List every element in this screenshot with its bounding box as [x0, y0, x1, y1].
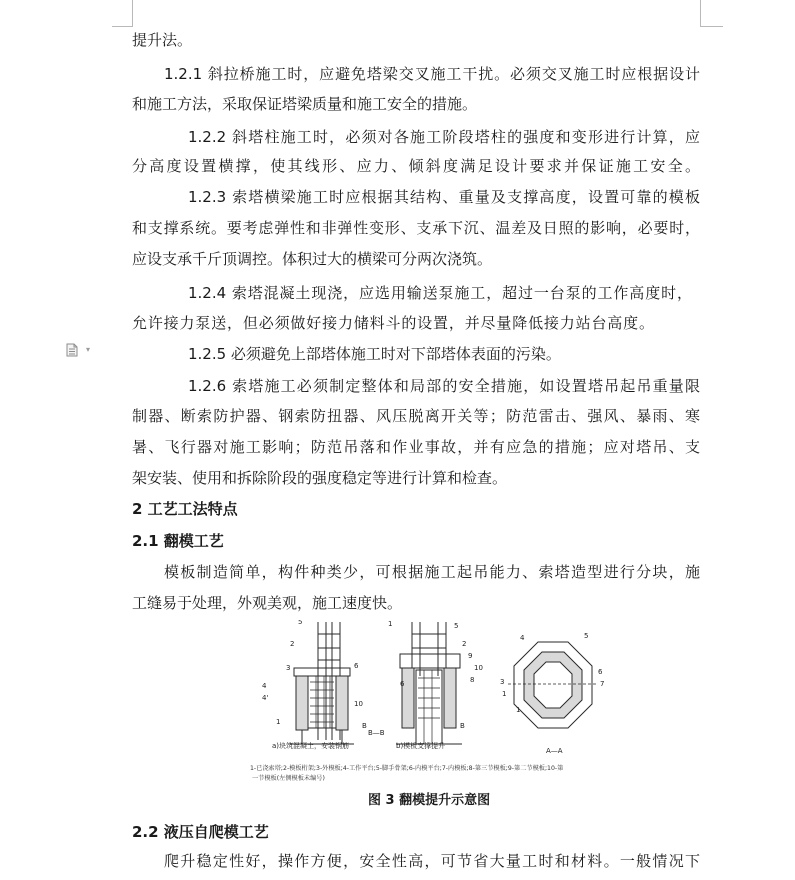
- callout-number: 3: [500, 678, 505, 686]
- diagram-panel-b: [396, 622, 462, 744]
- text-line: 应设支承千斤顶调控。体积过大的横梁可分两次浇筑。: [132, 250, 493, 268]
- callout-number: B: [460, 722, 465, 730]
- subcaption-a: a)块筑混凝土，安装钢筋: [272, 742, 350, 750]
- callout-number: 7: [600, 680, 605, 688]
- page-corner-top-left: [112, 0, 133, 27]
- diagram-panel-plan: [508, 642, 598, 728]
- callout-number: 3: [286, 664, 291, 672]
- callout-number: 4': [262, 694, 269, 702]
- text-line: 工缝易于处理，外观美观，施工速度快。: [132, 594, 403, 612]
- text-line: 提升法。: [132, 31, 193, 49]
- callout-number: 2: [462, 640, 467, 648]
- callout-number: 5: [454, 622, 459, 630]
- paragraph-1-2-6: 1.2.6 索塔施工必须制定整体和局部的安全措施，如设置塔吊起吊重量限: [188, 377, 700, 395]
- heading-section-2: 2 工艺工法特点: [132, 500, 238, 518]
- callout-number: 8: [470, 676, 475, 684]
- callout-number: 1: [502, 690, 507, 698]
- callout-number: 9: [468, 652, 473, 660]
- callout-number: 5: [298, 620, 303, 626]
- callout-number: 4: [520, 634, 525, 642]
- text-line: 架安装、使用和拆除阶段的强度稳定等进行计算和检查。: [132, 469, 508, 487]
- text-line: 和支撑系统。要考虑弹性和非弹性变形、支承下沉、温差及日照的影响，必要时，: [132, 219, 700, 237]
- dropdown-caret-icon[interactable]: ▾: [86, 345, 91, 354]
- paragraph-1-2-4: 1.2.4 索塔混凝土现浇，应选用输送泵施工，超过一台泵的工作高度时，: [188, 284, 692, 302]
- paragraph-1-2-2: 1.2.2 斜塔柱施工时，必须对各施工阶段塔柱的强度和变形进行计算，应: [188, 128, 700, 146]
- section-label-bb: B—B: [368, 729, 385, 737]
- callout-number: 5: [584, 632, 589, 640]
- callout-number: 6: [354, 662, 359, 670]
- figure-legend-line-1: 1-已浇索塔;2-模板桁架;3-外模板;4-工作平台;5-脚手骨架;6-内模平台;7-内模板;8-第三节模板;9-第二节模板;10-第: [250, 765, 564, 772]
- callout-number: 4: [262, 682, 267, 690]
- callout-number: 6: [598, 668, 603, 676]
- heading-section-2-1: 2.1 翻模工艺: [132, 532, 224, 550]
- figure-caption: 图 3 翻模提升示意图: [368, 793, 491, 808]
- heading-section-2-2: 2.2 液压自爬模工艺: [132, 823, 269, 841]
- document-icon[interactable]: [66, 343, 78, 357]
- paragraph-1-2-3: 1.2.3 索塔横梁施工时应根据其结构、重量及支撑高度，设置可靠的模板: [188, 188, 700, 206]
- callout-number: 2: [290, 640, 295, 648]
- callout-number: 6: [400, 680, 405, 688]
- callout-number: 10: [474, 664, 483, 672]
- text-line: 分高度设置横撑，使其线形、应力、倾斜度满足设计要求并保证施工安全。: [132, 157, 700, 175]
- text-line: 暑、飞行器对施工影响；防范吊落和作业事故，并有应急的措施；应对塔吊、支: [132, 438, 700, 456]
- formwork-diagram: [250, 620, 685, 790]
- text-line: 和施工方法，采取保证塔梁质量和施工安全的措施。: [132, 95, 478, 113]
- paragraph-1-2-5: 1.2.5 必须避免上部塔体施工时对下部塔体表面的污染。: [188, 345, 561, 363]
- figure-legend-line-2: 一节模板(左侧模板未编号): [252, 775, 325, 782]
- callout-number: 1: [276, 718, 281, 726]
- paragraph-1-2-1: 1.2.1 斜拉桥施工时，应避免塔梁交叉施工干扰。必须交叉施工时应根据设计: [164, 65, 700, 83]
- diagram-panel-a: [290, 622, 354, 744]
- paragraph-2-1: 模板制造简单，构件种类少，可根据施工起吊能力、索塔造型进行分块，施: [164, 563, 700, 581]
- text-line: 允许接力泵送，但必须做好接力储料斗的设置，并尽量降低接力站台高度。: [132, 314, 654, 332]
- page-corner-top-right: [700, 0, 723, 27]
- paragraph-2-2: 爬升稳定性好，操作方便，安全性高，可节省大量工时和材料。一般情况下: [164, 852, 700, 870]
- section-label-aa: A—A: [546, 747, 563, 755]
- callout-number: B: [362, 722, 367, 730]
- subcaption-b: b)模板支撑提升: [396, 742, 446, 750]
- callout-number: 1: [388, 620, 393, 628]
- text-line: 制器、断索防护器、钢索防扭器、风压脱离开关等；防范雷击、强风、暴雨、寒: [132, 407, 700, 425]
- callout-number: 1: [516, 706, 521, 714]
- callout-number: 10: [354, 700, 363, 708]
